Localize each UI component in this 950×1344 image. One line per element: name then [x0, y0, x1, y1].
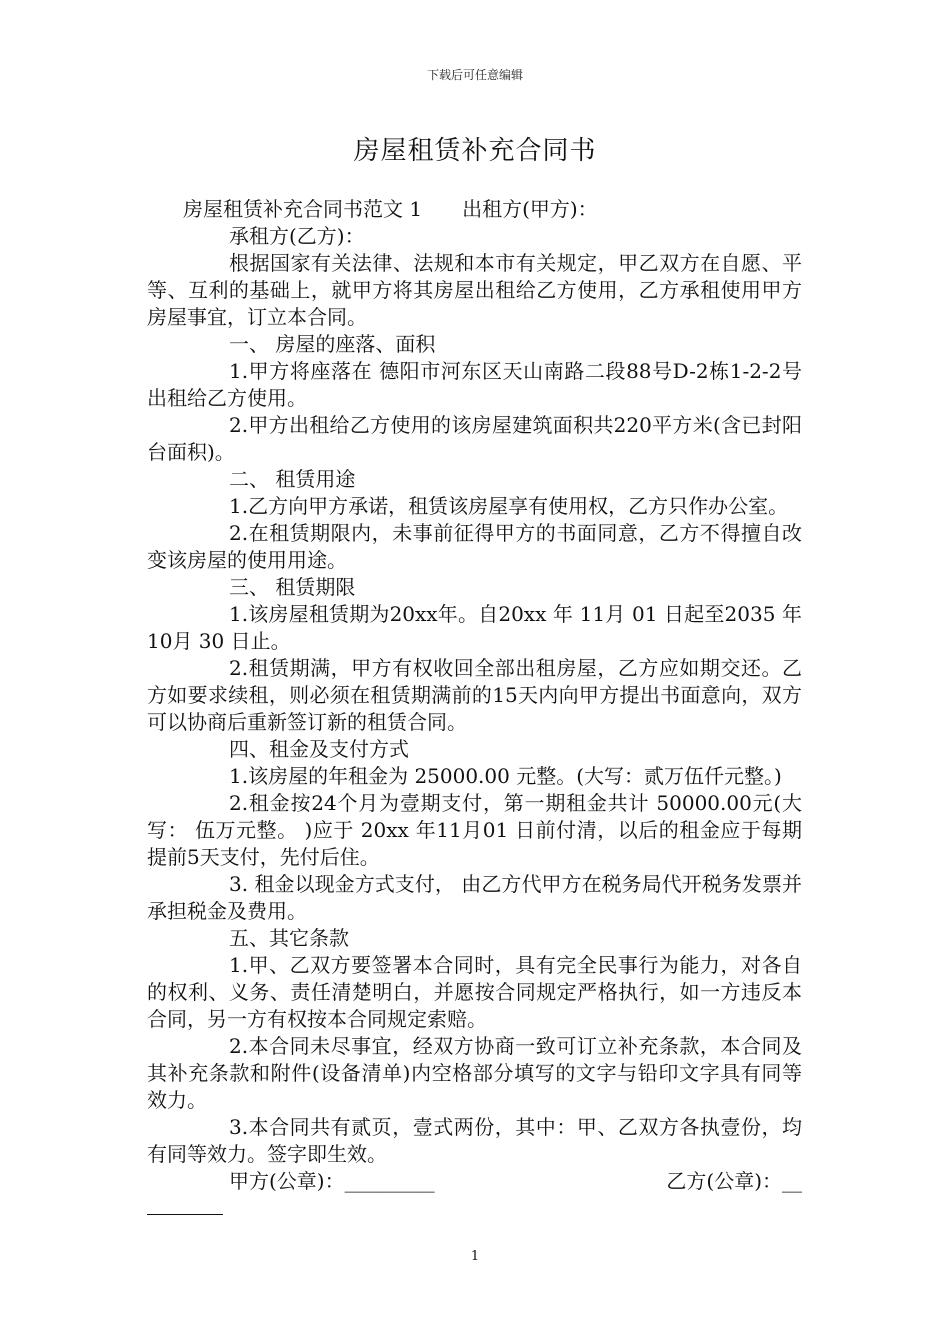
page-number: 1: [470, 1249, 480, 1264]
clause-paragraph: 2.租金按24个月为壹期支付，第一期租金共计 50000.00元(大写： 伍万元整。 )应于 20xx 年11月01 日前付清，以后的租金应于每期提前5天支付，先付后住。: [147, 791, 802, 869]
clause-paragraph: 2.甲方出租给乙方使用的该房屋建筑面积共220平方米(含已封阳台面积)。: [147, 413, 802, 464]
section-heading: 三、 租赁期限: [229, 575, 356, 599]
lessee-line: 承租方(乙方)：: [229, 224, 365, 248]
section-heading: 五、其它条款: [229, 926, 349, 950]
clause-paragraph: 1.该房屋的年租金为 25000.00 元整。(大写：贰万伍仟元整。): [229, 764, 782, 788]
clause-paragraph: 1.该房屋租赁期为20xx年。自20xx 年 11月 01 日起至2035 年 10月 30 日止。: [147, 602, 802, 653]
party-b-signature: 乙方(公章)：__: [666, 1169, 802, 1193]
section-heading: 四、租金及支付方式: [229, 737, 409, 761]
party-a-signature: 甲方(公章)：_________: [229, 1169, 435, 1193]
preamble-paragraph: 根据国家有关法律、法规和本市有关规定，甲乙双方在自愿、平等、互利的基础上，就甲方将其房屋出租给乙方使用，乙方承租使用甲方房屋事宜，订立本合同。: [147, 251, 802, 329]
clause-paragraph: 2.在租赁期限内，未事前征得甲方的书面同意，乙方不得擅自改变该房屋的使用用途。: [147, 521, 802, 572]
clause-paragraph: 1.甲、乙双方要签署本合同时，具有完全民事行为能力，对各自的权利、义务、责任清楚明白，并愿按合同规定严格执行，如一方违反本合同，另一方有权按本合同规定索赔。: [147, 953, 802, 1031]
signature-line: [147, 1168, 802, 1195]
clause-paragraph: 1.甲方将座落在 德阳市河东区天山南路二段88号D-2栋1-2-2号 出租给乙方使用。: [147, 359, 802, 410]
intro-line: 房屋租赁补充合同书范文 1 出租方(甲方)：: [183, 197, 598, 221]
document-body: [147, 196, 802, 1222]
clause-paragraph: 3.本合同共有贰页，壹式两份，其中：甲、乙双方各执壹份，均有同等效力。签字即生效。: [147, 1115, 802, 1166]
document-title: 房屋租赁补充合同书: [353, 136, 597, 166]
clause-paragraph: 1.乙方向甲方承诺，租赁该房屋享有使用权，乙方只作办公室。: [229, 494, 789, 518]
clause-paragraph: 2.本合同未尽事宜，经双方协商一致可订立补充条款，本合同及其补充条款和附件(设备清单)内空格部分填写的文字与铅印文字具有同等效力。: [147, 1034, 802, 1112]
signature-underline-continuation: [147, 1195, 802, 1222]
header-note: 下载后可任意编辑: [426, 68, 523, 82]
blank-underline: [147, 1196, 223, 1215]
clause-paragraph: 2.租赁期满，甲方有权收回全部出租房屋，乙方应如期交还。乙方如要求续租，则必须在租赁期满前的15天内向甲方提出书面意向，双方可以协商后重新签订新的租赁合同。: [147, 656, 802, 734]
clause-paragraph: 3. 租金以现金方式支付， 由乙方代甲方在税务局代开税务发票并承担税金及费用。: [147, 872, 802, 923]
section-heading: 二、 租赁用途: [229, 467, 356, 491]
section-heading: 一、 房屋的座落、面积: [229, 332, 436, 356]
